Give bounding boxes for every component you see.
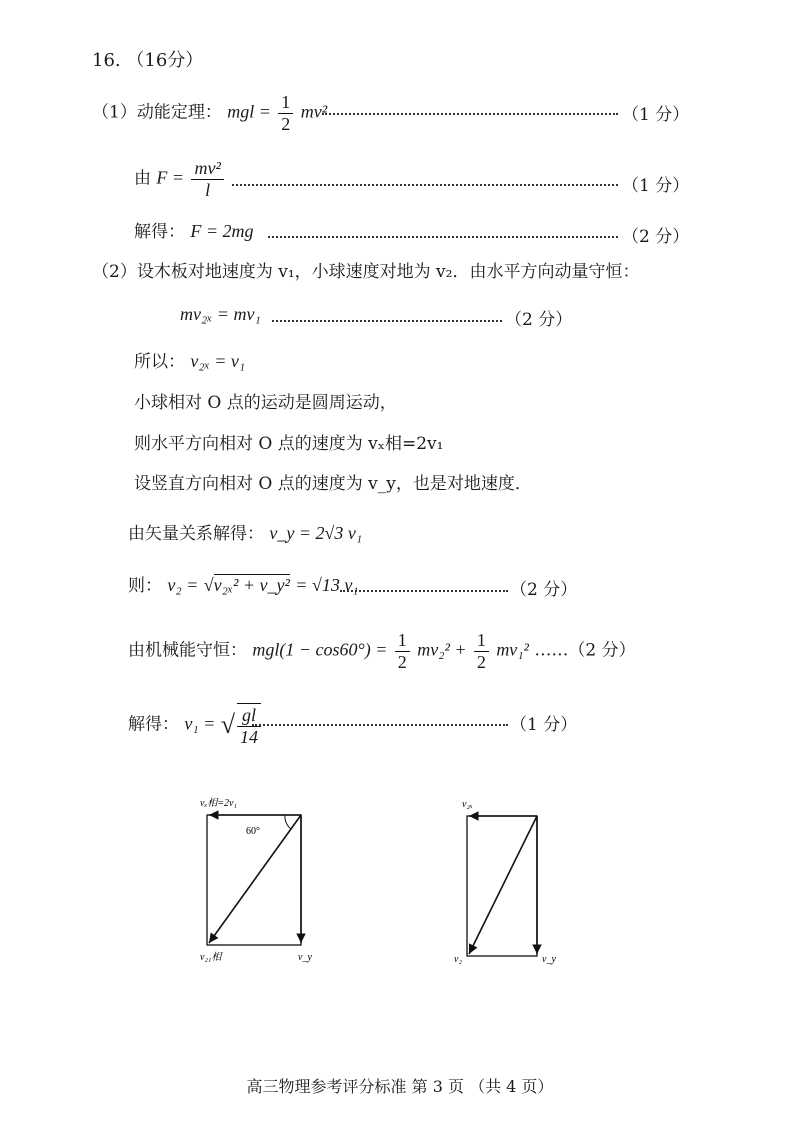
energy-frac-den: 2 — [397, 651, 407, 672]
question-number: 16. — [92, 50, 121, 71]
then-lhs: v₂ = — [167, 575, 199, 595]
label-vy: v_y — [542, 954, 556, 965]
vector-expr: v_y = 2√3 v₁ — [269, 523, 363, 543]
so-line — [134, 352, 245, 371]
solve-line — [128, 703, 263, 747]
part2-intro: （2）设木板对地速度为 v₁，小球速度对地为 v₂．由水平方向动量守恒： — [92, 262, 640, 282]
question-score: （16分） — [126, 50, 204, 71]
label-v21-rel: v₂₁相 — [200, 952, 222, 963]
sqrt-sign: √ — [220, 710, 235, 740]
vector-relation — [128, 524, 362, 543]
energy-frac-den-2: 2 — [476, 651, 486, 672]
leader-dots — [340, 590, 508, 592]
sqrt-sign: √ — [203, 575, 214, 595]
part1-step2 — [134, 158, 226, 200]
label-angle: 60° — [246, 826, 260, 837]
label-vx-rel: vₓ相=2v₁ — [200, 798, 237, 809]
vector-prefix: 由矢量关系解得： — [128, 524, 264, 544]
solve-prefix: 解得： — [128, 714, 179, 735]
label-vy: v_y — [298, 952, 312, 963]
solve-lhs: v₁ = — [184, 713, 216, 734]
energy-frac-num-2: 1 — [474, 630, 489, 652]
step1-fraction — [278, 92, 293, 134]
leader-dots — [252, 724, 508, 726]
then-prefix: 则： — [128, 576, 162, 596]
step2-points: （1 分） — [622, 176, 690, 196]
step3-expr: F = 2mg — [190, 221, 254, 241]
part1-step1 — [92, 92, 327, 134]
v2-line — [128, 574, 359, 595]
horizontal-velocity-text: 则水平方向相对 O 点的速度为 vₓ相=2v₁ — [134, 434, 444, 454]
question-header — [92, 52, 203, 70]
leader-dots — [268, 236, 618, 238]
so-prefix: 所以： — [134, 352, 185, 372]
energy-fraction-1 — [395, 630, 410, 672]
velocity-diagram-left — [190, 790, 330, 970]
step1-lhs: mgl = — [227, 101, 271, 122]
energy-fraction-2 — [474, 630, 489, 672]
solve-num: gl — [237, 705, 261, 727]
leader-dots — [272, 320, 502, 322]
label-v2x: v₂ₓ — [462, 799, 473, 810]
step3-points: （2 分） — [622, 227, 690, 247]
then-rhs: = √13 v₁ — [295, 575, 359, 595]
then-points: （2 分） — [510, 580, 578, 600]
part1-label: （1）动能定理： — [92, 102, 222, 123]
leader-dots — [232, 184, 618, 186]
vertical-velocity-text: 设竖直方向相对 O 点的速度为 v_y，也是对地速度． — [134, 474, 532, 494]
velocity-diagram-right — [450, 796, 570, 966]
step2-frac-num: mv² — [191, 158, 223, 180]
leader-dots — [322, 113, 618, 115]
step3-prefix: 解得： — [134, 222, 185, 242]
solve-points: （1 分） — [510, 715, 578, 735]
then-root: v₂ₓ² + v_y² — [213, 575, 290, 595]
label-v2: v₂ — [454, 954, 462, 965]
circular-motion-text: 小球相对 O 点的运动是圆周运动， — [134, 393, 397, 413]
step1-points: （1 分） — [622, 105, 690, 125]
energy-lhs: mgl(1 − cos60°) = — [252, 639, 388, 660]
step1-frac-num: 1 — [278, 92, 293, 114]
step1-rhs: mv² — [300, 101, 328, 122]
step2-lhs: F = — [156, 167, 185, 188]
arrow-diagonal — [469, 816, 537, 954]
step2-fraction — [191, 158, 223, 200]
energy-term2: mv₁² — [496, 639, 529, 660]
energy-frac-num: 1 — [395, 630, 410, 652]
page-footer: 高三物理参考评分标准 第 3 页 （共 4 页） — [246, 1077, 554, 1096]
energy-points: ……（2 分） — [534, 640, 636, 661]
step2-frac-den: l — [205, 179, 211, 200]
energy-term1: mv₂² + — [417, 639, 467, 660]
energy-prefix: 由机械能守恒： — [128, 640, 247, 661]
part1-step3 — [134, 222, 254, 241]
angle-arc — [285, 815, 291, 829]
step2-prefix: 由 — [134, 168, 151, 189]
energy-line — [128, 630, 636, 672]
step1-frac-den: 2 — [281, 113, 291, 134]
so-expr: v₂ₓ = v₁ — [190, 351, 246, 371]
solve-den: 14 — [240, 726, 258, 747]
momentum-points: （2 分） — [505, 310, 573, 330]
momentum-eq: mv₂ₓ = mv₁ — [180, 304, 261, 324]
